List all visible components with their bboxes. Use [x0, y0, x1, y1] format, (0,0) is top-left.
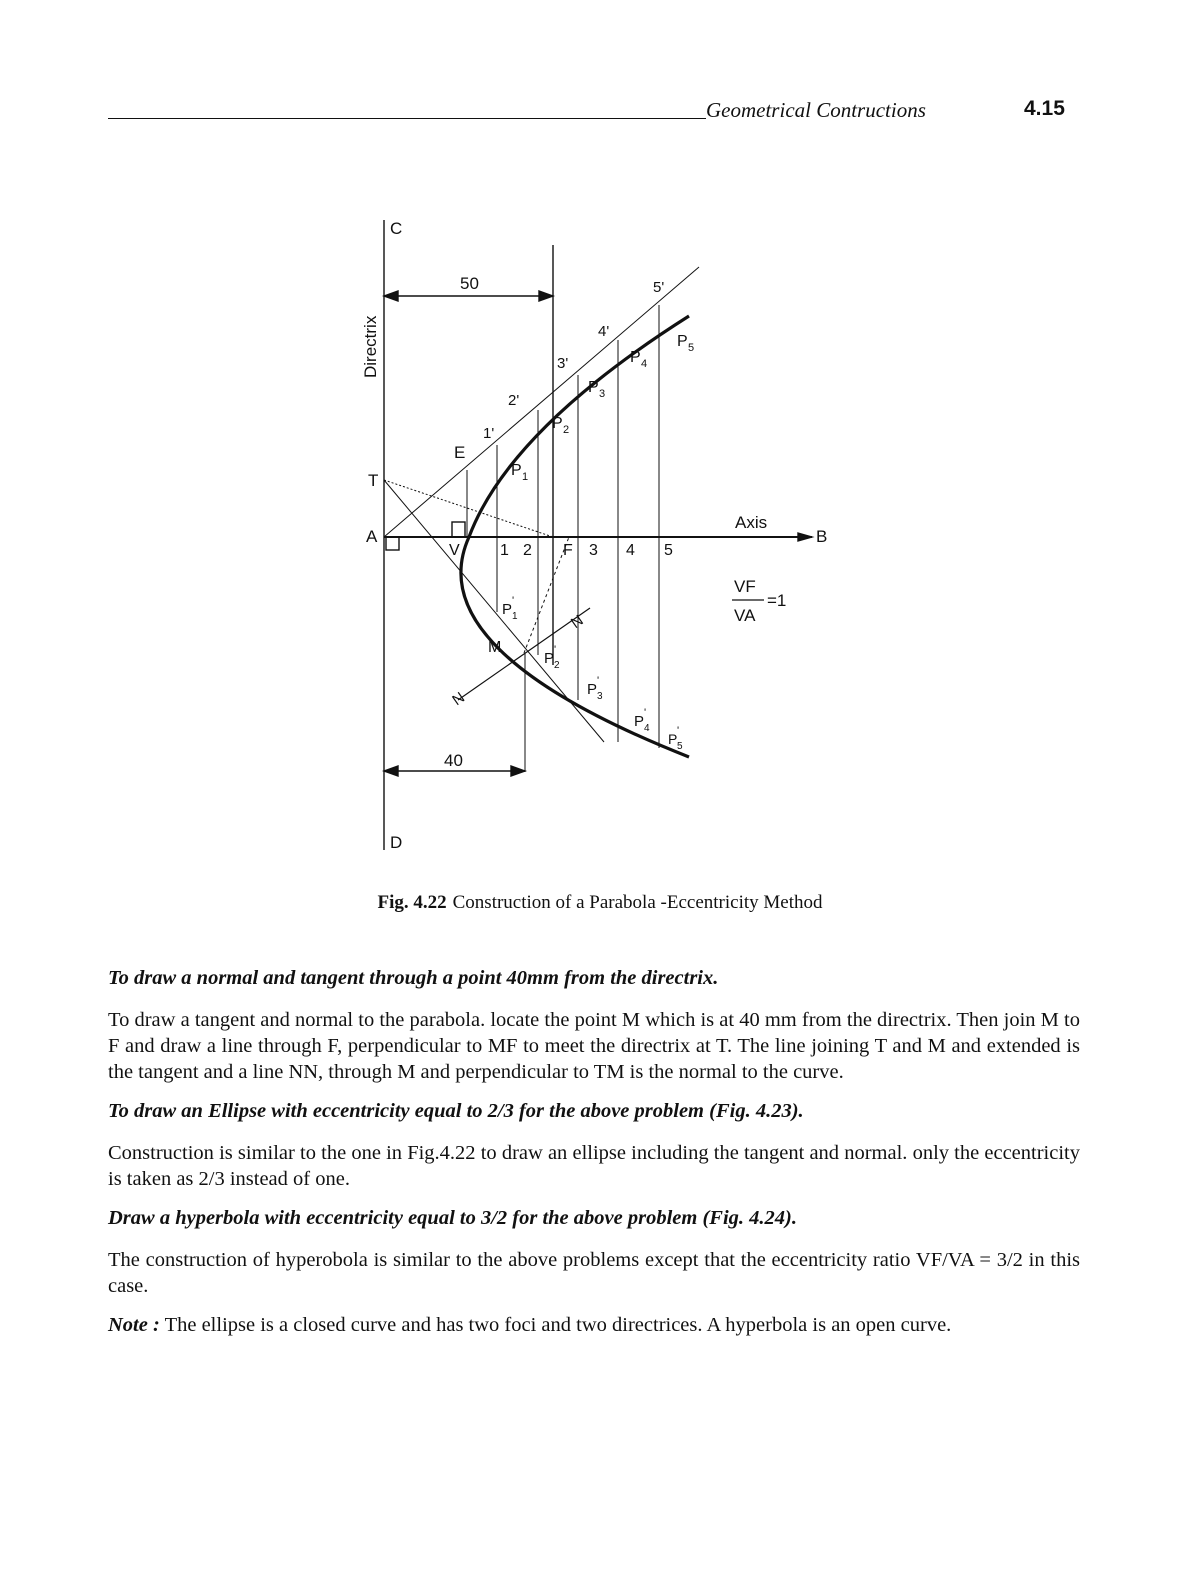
label-p2	[552, 415, 569, 436]
svg-text:P: P	[587, 681, 598, 698]
label-5prime: 5'	[653, 279, 665, 296]
dim50-arrow-left	[384, 291, 398, 301]
label-axis-3: 3	[589, 542, 598, 559]
label-b: B	[816, 527, 828, 546]
svg-text:P: P	[588, 379, 599, 396]
caption-text: Construction of a Parabola -Eccentricity Method	[452, 892, 823, 913]
caption-number: Fig. 4.22	[377, 892, 447, 913]
svg-text:P: P	[677, 333, 688, 350]
svg-text:2: 2	[563, 424, 570, 436]
label-n-upper: N	[567, 611, 587, 632]
heading-normal-tangent: To draw a normal and tangent through a point 40mm from the directrix.	[108, 967, 719, 989]
label-c: C	[390, 219, 403, 238]
svg-text:P: P	[630, 349, 641, 366]
svg-text:4: 4	[644, 723, 650, 734]
svg-text:VA: VA	[734, 606, 756, 625]
svg-text:1: 1	[512, 611, 518, 622]
label-p3-prime	[587, 675, 603, 702]
label-d: D	[390, 833, 403, 852]
label-axis-5: 5	[664, 542, 673, 559]
label-p1-prime	[502, 595, 518, 622]
label-p2-prime	[544, 644, 560, 671]
label-p3	[588, 379, 605, 400]
svg-text:P: P	[511, 462, 522, 479]
svg-text:1: 1	[522, 471, 529, 483]
svg-text:=1: =1	[767, 591, 787, 610]
note-label: Note :	[108, 1314, 160, 1336]
page-number: 4.15	[1024, 97, 1065, 120]
note-text: The ellipse is a closed curve and has two foci and two directrices. A hyperbola is an open curve.	[164, 1314, 952, 1336]
svg-text:P: P	[634, 713, 645, 730]
dim40-arrow-right	[511, 766, 525, 776]
label-dim50: 50	[460, 274, 479, 293]
label-3prime: 3'	[557, 355, 569, 372]
heading-hyperbola: Draw a hyperbola with eccentricity equal to 3/2 for the above problem (Fig. 4.24).	[108, 1207, 797, 1229]
running-header-title: Geometrical Contructions	[706, 98, 926, 122]
right-angle-mark-a	[386, 537, 399, 550]
svg-text:P: P	[552, 415, 563, 432]
label-p4	[630, 349, 647, 370]
right-angle-mark-v	[452, 522, 465, 537]
label-e: E	[454, 443, 466, 462]
label-p4-prime	[634, 707, 650, 734]
note	[108, 1312, 1080, 1338]
svg-text:P: P	[668, 731, 678, 747]
label-4prime: 4'	[598, 323, 610, 340]
svg-text:2: 2	[554, 660, 560, 671]
label-m: M	[488, 639, 502, 656]
label-axis-4: 4	[626, 542, 635, 559]
svg-text:': '	[512, 595, 515, 607]
label-directrix: Directrix	[361, 315, 380, 378]
body-text	[108, 965, 1080, 1351]
svg-text:3: 3	[597, 691, 603, 702]
axis-arrow	[798, 533, 812, 541]
heading-ellipse: To draw an Ellipse with eccentricity equal to 2/3 for the above problem (Fig. 4.23).	[108, 1100, 804, 1122]
label-t: T	[368, 471, 379, 490]
label-p5	[677, 333, 694, 354]
label-n-lower: N	[449, 689, 468, 710]
label-2prime: 2'	[508, 392, 520, 409]
paragraph-ellipse: Construction is similar to the one in Fig.4.22 to draw an ellipse including the tangent and normal. only the eccentricity is taken as 2/3 instead of one.	[108, 1142, 1080, 1190]
construction-line-a	[384, 267, 699, 537]
paragraph-normal-tangent: To draw a tangent and normal to the parabola. locate the point M which is at 40 mm from the directrix. Then join M to F and draw a line through F, perpendicular to MF to meet the directrix at T. The line joining T and M and extended is the tangent and a line NN, through M and perpendicular to TM is the normal to the curve.	[108, 1009, 1080, 1083]
svg-text:': '	[597, 675, 600, 687]
label-axis-1: 1	[500, 542, 509, 559]
svg-text:5: 5	[688, 342, 695, 354]
svg-text:': '	[677, 725, 680, 737]
eccentricity-ratio	[732, 577, 786, 625]
dim40-arrow-left	[384, 766, 398, 776]
svg-text:4: 4	[641, 358, 648, 370]
svg-text:': '	[644, 707, 647, 719]
label-axis-2: 2	[523, 542, 532, 559]
svg-text:P: P	[544, 650, 555, 667]
label-axis: Axis	[735, 513, 768, 532]
svg-text:VF: VF	[734, 577, 756, 596]
svg-text:3: 3	[599, 388, 606, 400]
label-1prime: 1'	[483, 425, 495, 442]
svg-text:': '	[554, 644, 557, 656]
paragraph-hyperbola: The construction of hyperobola is similar to the above problems except that the eccentricity ratio VF/VA = 3/2 in this case.	[108, 1249, 1080, 1297]
focus-to-t-line	[384, 480, 553, 537]
label-f: F	[563, 542, 573, 559]
svg-text:P: P	[502, 601, 513, 618]
figure-caption	[0, 892, 1200, 914]
dim50-arrow-right	[539, 291, 553, 301]
label-p1	[511, 462, 528, 483]
label-dim40: 40	[444, 751, 463, 770]
label-v: V	[449, 542, 460, 559]
svg-text:5: 5	[677, 741, 683, 752]
label-a: A	[366, 527, 378, 546]
